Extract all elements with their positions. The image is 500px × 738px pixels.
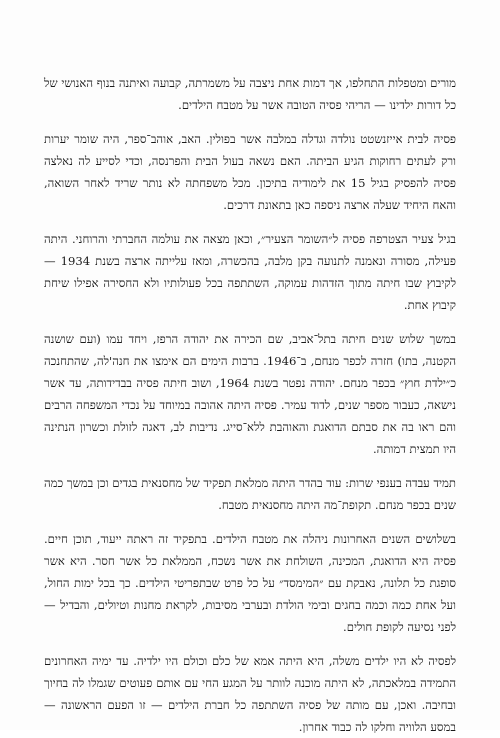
paragraph-movement: בגיל צעיר הצטרפה פסיה ל״השומר הצעיר״, וכאן מצאה את עולמה החברתי והרוחני. היתה פעילה, מסורה ונאמנה לתנועה בקן מלבה, בהכשרה, ומאז עלייתה ארצה בשנת 1934 — לקיבוץ שבו חיתה מתוך הזדהות עמוקה, השתתפה בכל פעולותיו ולא החסירה אפילו שיחת קיבוץ אחת. [44, 232, 456, 312]
paragraph-intro: מורים ומטפלות התחלפו, אך דמות אחת ניצבה על משמרתה, קבועה ואיתנה בנוף האנושי של כל דורות ילדינו — הריהי פסיה הטובה אשר על מטבח הילדים. [44, 76, 456, 112]
paragraph-family-origin: פסיה לבית אייזנשטט נולדה וגדלה במלבה אשר בפולין. האב, אוהב־ספר, היה שומר יערות ורק לעתים רחוקות הגיע הביתה. האם נשאה בעול הבית והפרנסה, וכדי לסייע לה נאלצה פסיה להפסיק בגיל 15 את לימודיה בתיכון. מכל משפחתה לא נותר שריד לאחר השואה, והאח היחיד שעלה ארצה ניספה כאן בתאונת דרכים. [44, 132, 456, 212]
paragraph-service-work: תמיד עבדה בענפי שרות: עוד בהדר היתה ממלאת תפקיד של מחסנאית בגדים וכן במשך כמה שנים בכפר מנחם. תקופת־מה היתה מחסנאית מטבח. [44, 476, 456, 512]
paragraph-children-kitchen: בשלושים השנים האחרונות ניהלה את מטבח הילדים. בתפקיד זה ראתה ייעוד, תוכן חיים. פסיה היא הדואגת, המכינה, השולחת את אשר נשכח, הממלאת כל אשר חסר. היא אשר סופגת כל תלונה, נאבקת עם ״המימסד״ על כל פרט שבתפריטי הילדים. כך בכל ימות החול, ועל אחת כמה וכמה בחגים ובימי הולדת ובערבי מסיבות, לקראת מחנות וטיולים, והבדיל — לפני נסיעה לקופת חולים. [44, 532, 456, 634]
paragraph-closing: לפסיה לא היו ילדים משלה, היא היתה אמא של כלם וכולם היו ילדיה. עד ימיה האחרונים התמידה במלאכתה, לא היתה מוכנה לוותר על המגע החי עם אותם פעוטים שגמלו לה בחיוך ובחיבה. ואכן, עם מותה של פסיה השתתפה כל חברת הילדים — זו הפעם הראשונה — במסע הלוויה וחלקו לה כבוד אחרון. [44, 654, 456, 734]
paragraph-family-life: במשך שלוש שנים חיתה בתל־אביב, שם הכירה את יהודה הרפז, ויחד עמו (ועם שושנה הקטנה, בתו) חזרה לכפר מנחם, ב־1946. ברבות הימים הם אימצו את חנה'לה, שהתחנכה כ״ילדת חוץ״ בכפר מנחם. יהודה נפטר בשנת 1964, ושוב חיתה פסיה בבדידותה, עד אשר נישאה, כעבור מספר שנים, לדוד עמיר. פסיה היתה אהובה במיוחד על נכדי המשפחה הרבים והם ראו בה את סבתם הדואגת והאוהבת ללא־סייג. נדיבות לב, דאגה לזולת וכשרון הנתינה היו תמצית דמותה. [44, 332, 456, 456]
